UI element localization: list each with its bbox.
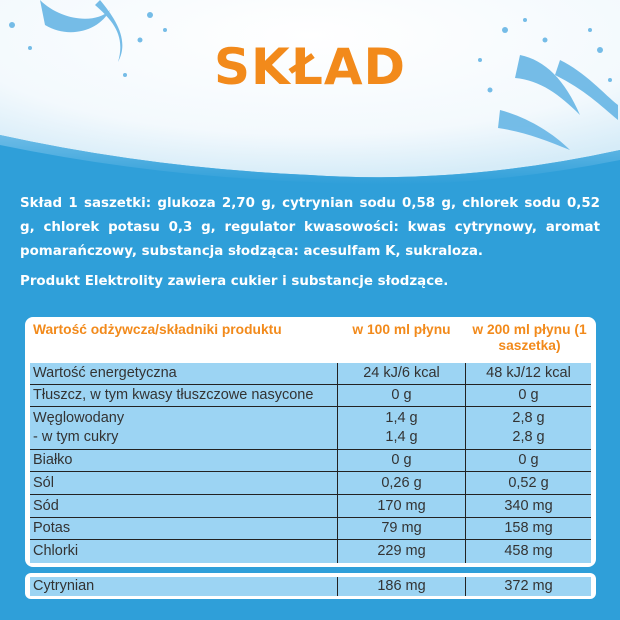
row-divider [30,449,591,450]
table-row [30,407,591,449]
row-value-200: 2,8 g [512,410,545,426]
row-value-100: 0 g [391,387,412,403]
sweetener-note: Produkt Elektrolity zawiera cukier i substancje słodzące. [20,274,449,289]
table-row [30,385,591,406]
table-row [30,472,591,494]
row-sublabel: - w tym cukry [33,429,119,445]
row-label: Tłuszcz, w tym kwasy tłuszczowe nasycone [33,387,314,403]
row-value-200: 48 kJ/12 kcal [486,365,571,381]
row-label: Białko [33,452,73,468]
citrate-body [30,577,591,596]
row-label: Wartość energetyczna [33,365,177,381]
row-value-200: 0,52 g [508,475,549,491]
row-subvalue-200: 2,8 g [512,429,545,445]
row-label: Potas [33,520,71,536]
row-label: Sód [33,498,59,514]
table-row [30,540,591,563]
row-value-100: 186 mg [377,578,426,594]
row-divider [30,406,591,407]
table-row [30,450,591,471]
row-value-100: 0 g [391,452,412,468]
row-value-100: 1,4 g [385,410,418,426]
row-divider [30,494,591,495]
row-value-200: 0 g [518,387,539,403]
row-label: Cytrynian [33,578,95,594]
row-value-100: 170 mg [377,498,426,514]
row-divider [30,471,591,472]
row-value-200: 372 mg [504,578,553,594]
row-label: Sól [33,475,54,491]
row-value-100: 24 kJ/6 kcal [363,365,440,381]
column-divider [465,577,466,596]
header-per-100ml: w 100 ml płynu [352,322,451,337]
table-body [30,363,591,563]
column-divider [465,363,466,563]
nutrition-table [25,317,596,567]
header-per-200ml: w 200 ml płynu (1 saszetka) [472,322,587,353]
row-value-100: 79 mg [381,520,422,536]
table-row [30,518,591,539]
row-value-100: 229 mg [377,543,426,559]
row-divider [30,384,591,385]
table-row [30,495,591,517]
row-subvalue-100: 1,4 g [385,429,418,445]
page-title: SKŁAD [213,38,407,96]
row-value-100: 0,26 g [381,475,422,491]
citrate-table [25,573,596,599]
table-row [30,577,591,596]
row-label: Chlorki [33,543,79,559]
row-divider [30,517,591,518]
column-divider [337,577,338,596]
composition-text: Skład 1 saszetki: glukoza 2,70 g, cytrynian sodu 0,58 g, chlorek sodu 0,52 g, chlorek potasu 0,3 g, regulator kwasowości: kwas cytrynowy, aromat pomarańczowy, substancja słodząca: acesulfam K, sukraloza. [20,196,600,259]
table-row [30,363,591,384]
row-divider [30,539,591,540]
header-nutrient: Wartość odżywcza/składniki produktu [33,322,282,337]
row-label: Węglowodany [33,410,125,426]
row-value-200: 340 mg [504,498,553,514]
header-banner [0,0,620,185]
column-divider [337,363,338,563]
row-value-200: 458 mg [504,543,553,559]
row-value-200: 158 mg [504,520,553,536]
table-header [25,317,596,363]
row-value-200: 0 g [518,452,539,468]
